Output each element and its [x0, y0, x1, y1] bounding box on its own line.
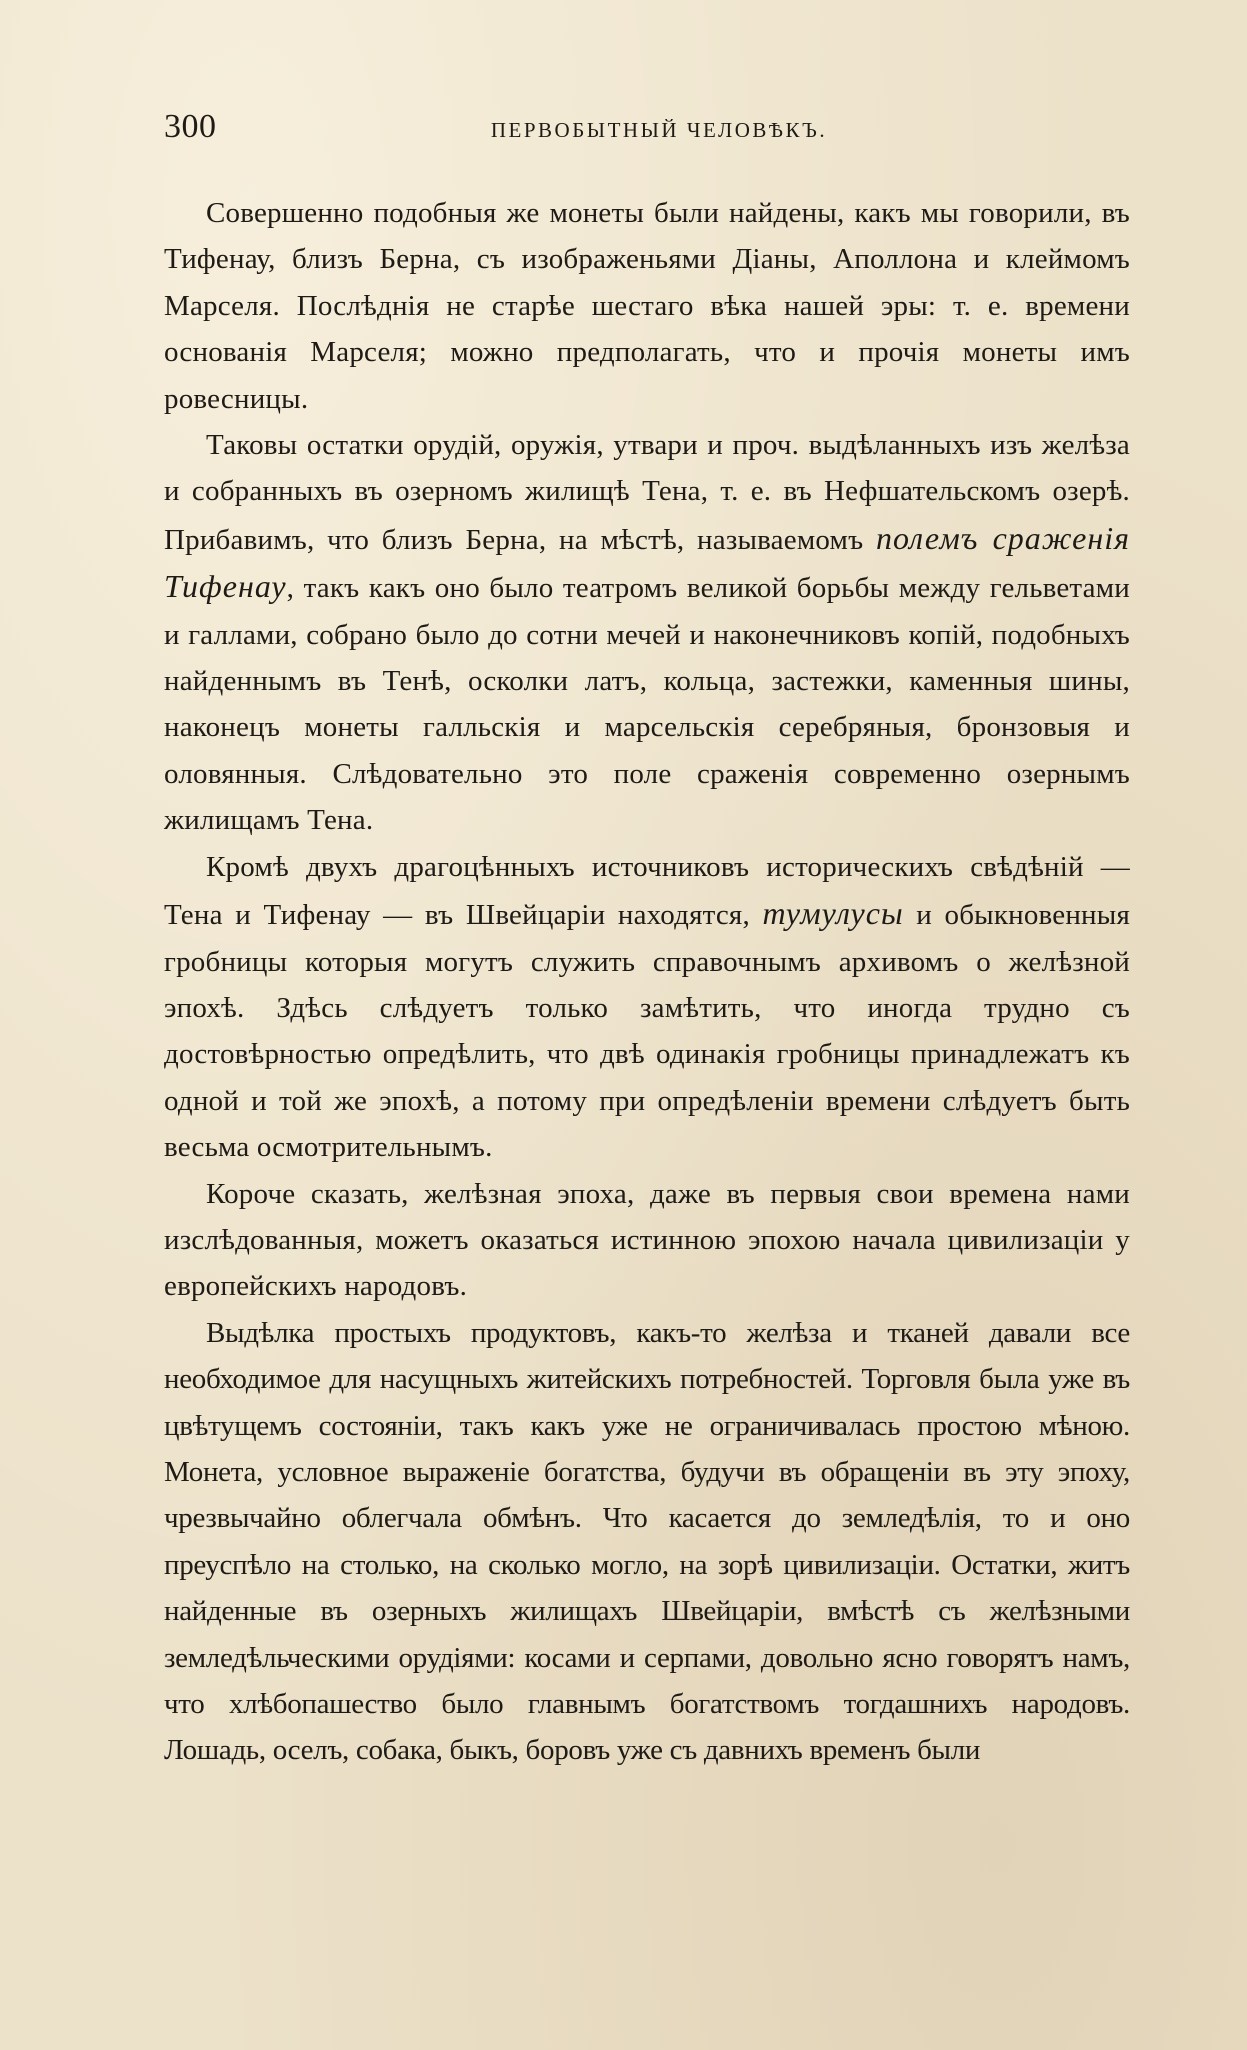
- running-head: [164, 108, 1130, 160]
- page-number: 300: [164, 108, 217, 145]
- paragraph-text: и обыкновенныя гробницы которыя могутъ служить справочнымъ архивомъ о желѣзной эпохѣ. Здѣсь слѣдуетъ только замѣтить, что иногда трудно съ достовѣрностью опредѣлить, что двѣ одинакія гробницы принадлежатъ къ одной и той же эпохѣ, а потому при опредѣленіи времени слѣдуетъ быть весьма осмотрительнымъ.: [164, 899, 1131, 1164]
- paragraph-2: [164, 422, 1130, 844]
- body-text: [164, 190, 1130, 1774]
- paragraph-4: [164, 1171, 1130, 1310]
- paragraph-1: [164, 190, 1130, 422]
- italic-emphasis: полемъ сраженія Тифенау: [164, 519, 1130, 605]
- paragraph-text: Выдѣлка простыхъ продуктовъ, какъ-то желѣза и тканей давали все необходимое для насущныхъ житейскихъ потребностей. Торговля была уже въ цвѣтущемъ состояніи, такъ какъ уже не ограничивалась простою мѣною. Монета, условное выраженіе богатства, будучи въ обращеніи въ эту эпоху, чрезвычайно облегчала обмѣнъ. Что касается до земледѣлія, то и оно преуспѣло на столько, на сколько могло, на зорѣ цивилизаціи. Остатки, житъ найденные въ озерныхъ жилищахъ Швейцаріи, вмѣстѣ съ желѣзными земледѣльческими орудіями: косами и серпами, довольно ясно говорятъ намъ, что хлѣбопашество было главнымъ богатствомъ тогдашнихъ народовъ. Лошадь, оселъ, собака, быкъ, боровъ уже съ давнихъ временъ были: [164, 1316, 1130, 1767]
- paragraph-text: , такъ какъ оно было театромъ великой борьбы между гельветами и галлами, собрано было до сотни мечей и наконечниковъ копій, подобныхъ найденнымъ въ Тенѣ, осколки латъ, кольца, застежки, каменныя шины, наконецъ монеты галльскія и марсельскія серебряныя, бронзовыя и оловянныя. Слѣдовательно это поле сраженія современно озернымъ жилищамъ Тена.: [164, 572, 1130, 837]
- italic-emphasis: тумулусы: [762, 895, 904, 932]
- paragraph-3: [164, 844, 1130, 1171]
- paragraph-text: Совершенно подобныя же монеты были найдены, какъ мы говорили, въ Тифенау, близъ Берна, съ изображеньями Діаны, Аполлона и клеймомъ Марселя. Послѣднія не старѣе шестаго вѣка нашей эры: т. е. времени основанія Марселя; можно предполагать, что и прочія монеты имъ ровесницы.: [164, 197, 1130, 415]
- paragraph-text: Кромѣ двухъ драгоцѣнныхъ источниковъ историческихъ свѣдѣній — Тена и Тифенау — въ Швейцаріи находятся,: [164, 850, 1130, 932]
- paragraph-text: Короче сказать, желѣзная эпоха, даже въ первыя свои времена нами изслѣдованныя, можетъ оказаться истинною эпохою начала цивилизаціи у европейскихъ народовъ.: [164, 1177, 1130, 1303]
- paragraph-text: Таковы остатки орудій, оружія, утвари и проч. выдѣланныхъ изъ желѣза и собранныхъ въ озерномъ жилищѣ Тена, т. е. въ Нефшательскомъ озерѣ. Прибавимъ, что близъ Берна, на мѣстѣ, называемомъ: [164, 429, 1130, 556]
- running-title: ПЕРВОБЫТНЫЙ ЧЕЛОВѢКЪ.: [490, 118, 828, 142]
- book-page: [164, 108, 1130, 1774]
- paragraph-5: [164, 1310, 1130, 1774]
